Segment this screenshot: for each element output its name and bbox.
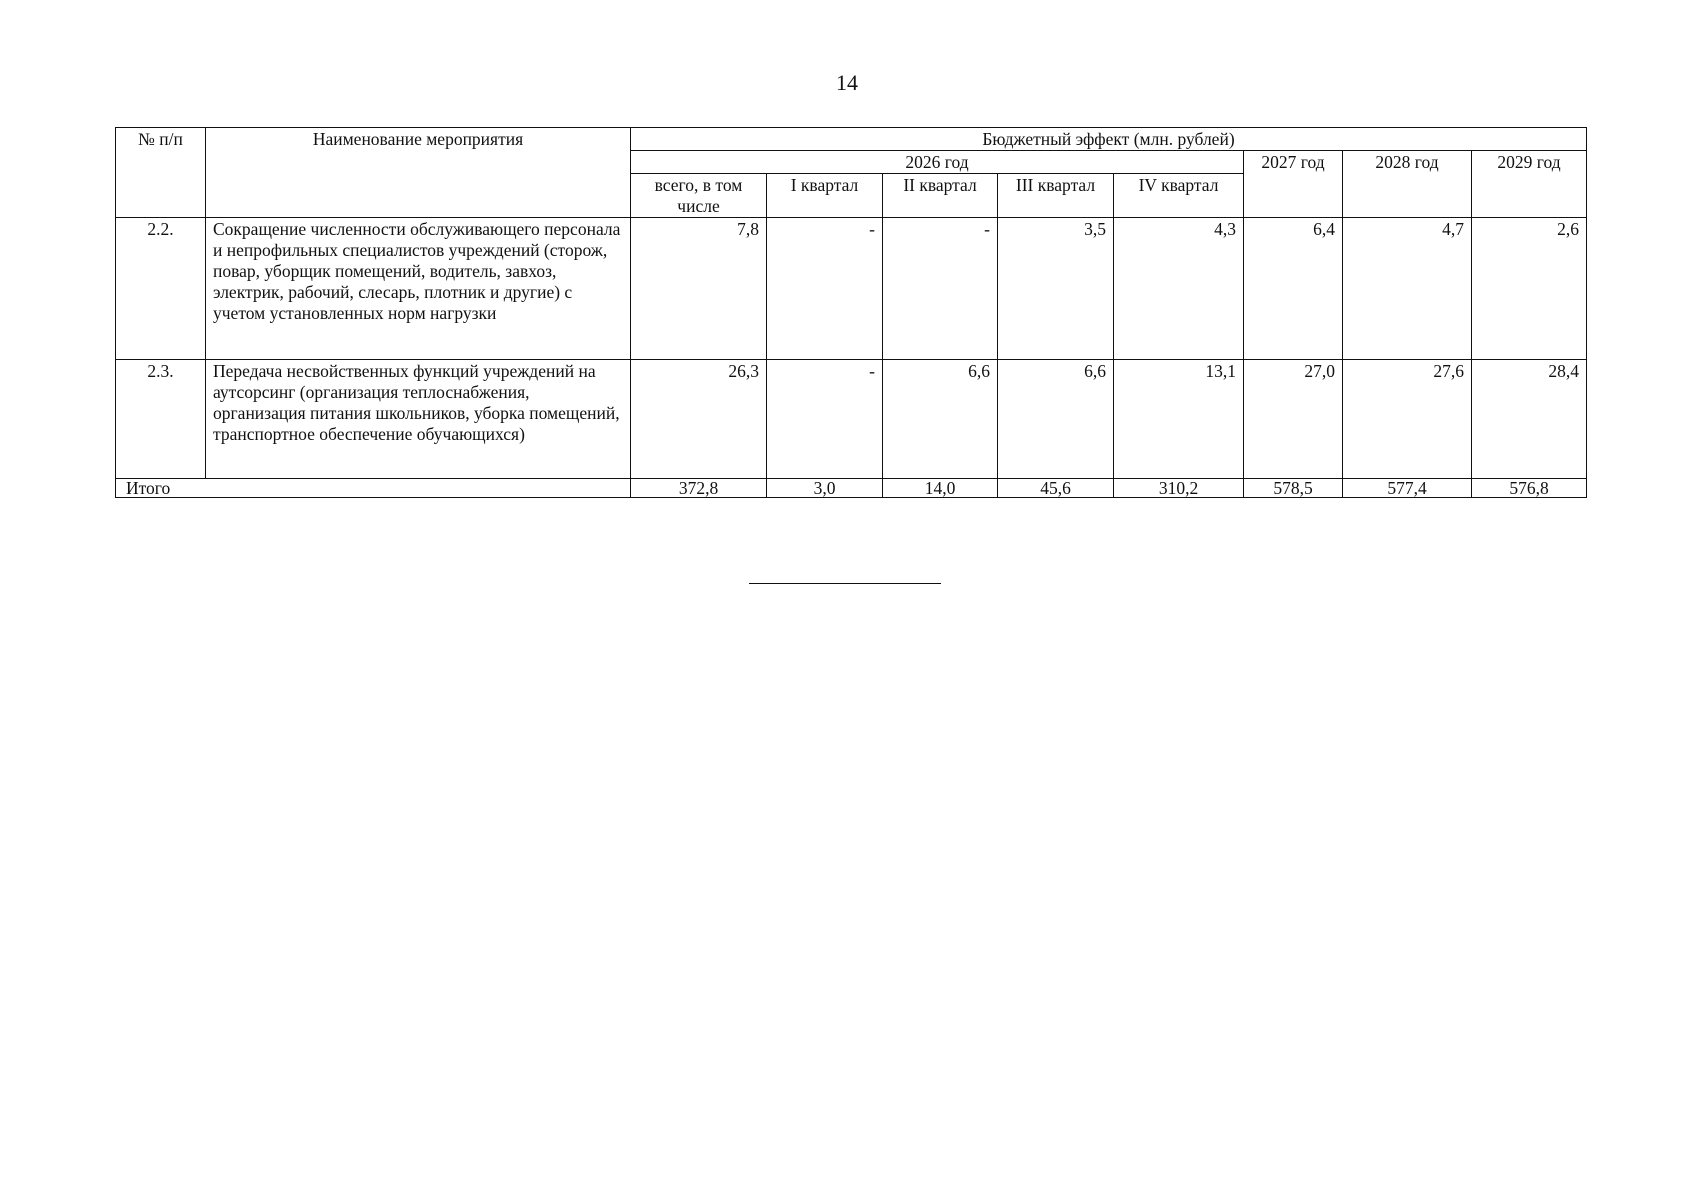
header-year-2026: 2026 год xyxy=(631,151,1244,174)
total-row xyxy=(116,479,1587,498)
page-number: 14 xyxy=(836,70,858,95)
row-2028-cell: 4,7 xyxy=(1343,218,1472,360)
total-2028-cell: 577,4 xyxy=(1343,479,1472,498)
total-2027-cell: 578,5 xyxy=(1244,479,1343,498)
end-divider-line xyxy=(749,583,941,584)
row-q4-cell: 13,1 xyxy=(1114,360,1244,479)
row-name-cell: Сокращение численности обслуживающего персонала и непрофильных специалистов учреждений (сторож, повар, уборщик помещений, водитель, завхоз, электрик, рабочий, слесарь, плотник и другие) с учетом установленных норм нагрузки xyxy=(206,218,631,360)
header-row-1 xyxy=(116,128,1587,151)
header-year-2027: 2027 год xyxy=(1244,151,1343,218)
header-name: Наименование мероприятия xyxy=(206,128,631,218)
row-2027-cell: 27,0 xyxy=(1244,360,1343,479)
total-label: Итого xyxy=(116,479,631,498)
total-q2-cell: 14,0 xyxy=(883,479,998,498)
row-q2-cell: 6,6 xyxy=(883,360,998,479)
header-year-2029: 2029 год xyxy=(1472,151,1587,218)
row-q1-cell: - xyxy=(767,360,883,479)
row-2029-cell: 2,6 xyxy=(1472,218,1587,360)
total-2029-cell: 576,8 xyxy=(1472,479,1587,498)
table-row xyxy=(116,360,1587,479)
total-q1-cell: 3,0 xyxy=(767,479,883,498)
row-2029-cell: 28,4 xyxy=(1472,360,1587,479)
row-num-cell: 2.3. xyxy=(116,360,206,479)
header-budget-effect: Бюджетный эффект (млн. рублей) xyxy=(631,128,1587,151)
row-total-cell: 7,8 xyxy=(631,218,767,360)
total-q4-cell: 310,2 xyxy=(1114,479,1244,498)
row-q2-cell: - xyxy=(883,218,998,360)
table-row xyxy=(116,218,1587,360)
header-q4: IV квартал xyxy=(1114,174,1244,218)
row-2027-cell: 6,4 xyxy=(1244,218,1343,360)
row-q1-cell: - xyxy=(767,218,883,360)
row-num-cell: 2.2. xyxy=(116,218,206,360)
row-q3-cell: 6,6 xyxy=(998,360,1114,479)
header-year-2028: 2028 год xyxy=(1343,151,1472,218)
row-2028-cell: 27,6 xyxy=(1343,360,1472,479)
row-name-cell: Передача несвойственных функций учреждений на аутсорсинг (организация теплоснабжения, организация питания школьников, уборка помещений, транспортное обеспечение обучающихся) xyxy=(206,360,631,479)
header-num: № п/п xyxy=(116,128,206,218)
header-q2: II квартал xyxy=(883,174,998,218)
header-q3: III квартал xyxy=(998,174,1114,218)
row-q4-cell: 4,3 xyxy=(1114,218,1244,360)
budget-effect-table xyxy=(115,127,1587,498)
header-q1: I квартал xyxy=(767,174,883,218)
row-total-cell: 26,3 xyxy=(631,360,767,479)
row-q3-cell: 3,5 xyxy=(998,218,1114,360)
total-q3-cell: 45,6 xyxy=(998,479,1114,498)
header-total-incl: всего, в том числе xyxy=(631,174,767,218)
total-sum-cell: 372,8 xyxy=(631,479,767,498)
